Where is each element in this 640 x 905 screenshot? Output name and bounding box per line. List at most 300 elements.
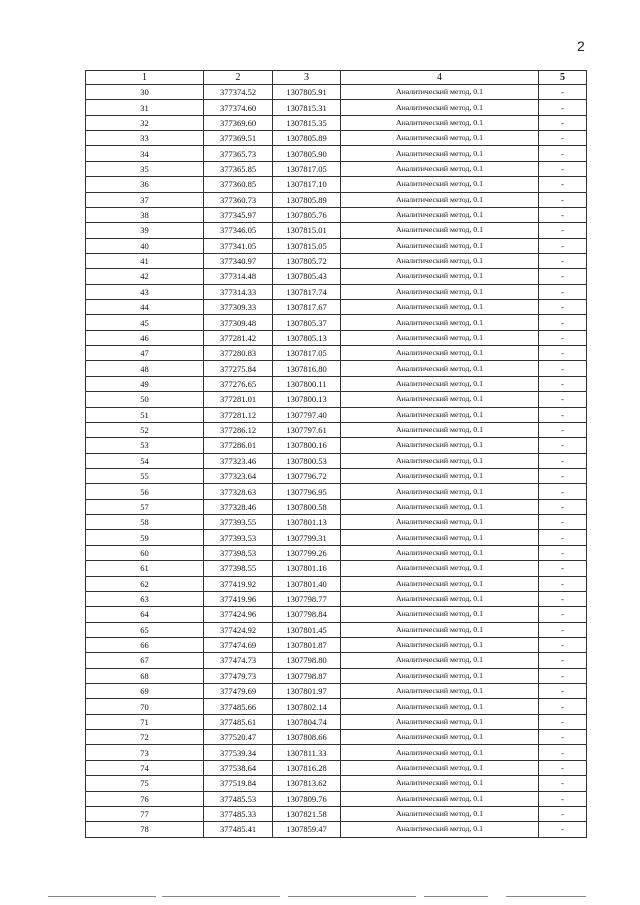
x-coordinate-cell: 377485.33 (204, 806, 273, 821)
table-row (86, 253, 587, 268)
table-row (86, 668, 587, 683)
description-cell: - (539, 530, 587, 545)
point-number-cell: 46 (86, 330, 204, 345)
footer-divider (288, 896, 416, 897)
table-row (86, 300, 587, 315)
y-coordinate-cell: 1307805.13 (273, 330, 341, 345)
method-cell: Аналитический метод, 0.1 (341, 284, 539, 299)
description-cell: - (539, 223, 587, 238)
description-cell: - (539, 545, 587, 560)
x-coordinate-cell: 377369.51 (204, 131, 273, 146)
point-number-cell: 67 (86, 653, 204, 668)
footer-divider (162, 896, 280, 897)
method-cell: Аналитический метод, 0.1 (341, 392, 539, 407)
x-coordinate-cell: 377374.60 (204, 100, 273, 115)
y-coordinate-cell: 1307797.40 (273, 407, 341, 422)
x-coordinate-cell: 377398.53 (204, 545, 273, 560)
method-cell: Аналитический метод, 0.1 (341, 714, 539, 729)
column-header-description: 5 (539, 71, 587, 85)
point-number-cell: 68 (86, 668, 204, 683)
method-cell: Аналитический метод, 0.1 (341, 223, 539, 238)
table-row (86, 806, 587, 821)
table-row (86, 499, 587, 514)
point-number-cell: 66 (86, 637, 204, 652)
y-coordinate-cell: 1307804.74 (273, 714, 341, 729)
x-coordinate-cell: 377309.48 (204, 315, 273, 330)
y-coordinate-cell: 1307859.47 (273, 822, 341, 837)
method-cell: Аналитический метод, 0.1 (341, 699, 539, 714)
x-coordinate-cell: 377328.46 (204, 499, 273, 514)
description-cell: - (539, 684, 587, 699)
point-number-cell: 32 (86, 115, 204, 130)
description-cell: - (539, 515, 587, 530)
point-number-cell: 75 (86, 776, 204, 791)
method-cell: Аналитический метод, 0.1 (341, 300, 539, 315)
method-cell: Аналитический метод, 0.1 (341, 684, 539, 699)
method-cell: Аналитический метод, 0.1 (341, 822, 539, 837)
description-cell: - (539, 284, 587, 299)
y-coordinate-cell: 1307805.90 (273, 146, 341, 161)
table-row (86, 791, 587, 806)
y-coordinate-cell: 1307817.67 (273, 300, 341, 315)
table-row (86, 346, 587, 361)
y-coordinate-cell: 1307799.31 (273, 530, 341, 545)
y-coordinate-cell: 1307801.45 (273, 622, 341, 637)
description-cell: - (539, 791, 587, 806)
description-cell: - (539, 192, 587, 207)
method-cell: Аналитический метод, 0.1 (341, 85, 539, 100)
y-coordinate-cell: 1307817.10 (273, 177, 341, 192)
x-coordinate-cell: 377479.73 (204, 668, 273, 683)
method-cell: Аналитический метод, 0.1 (341, 315, 539, 330)
table-row (86, 422, 587, 437)
y-coordinate-cell: 1307821.58 (273, 806, 341, 821)
x-coordinate-cell: 377346.05 (204, 223, 273, 238)
point-number-cell: 60 (86, 545, 204, 560)
y-coordinate-cell: 1307801.40 (273, 576, 341, 591)
point-number-cell: 65 (86, 622, 204, 637)
y-coordinate-cell: 1307809.76 (273, 791, 341, 806)
description-cell: - (539, 730, 587, 745)
x-coordinate-cell: 377281.12 (204, 407, 273, 422)
method-cell: Аналитический метод, 0.1 (341, 760, 539, 775)
description-cell: - (539, 346, 587, 361)
table-row (86, 714, 587, 729)
method-cell: Аналитический метод, 0.1 (341, 131, 539, 146)
method-cell: Аналитический метод, 0.1 (341, 100, 539, 115)
y-coordinate-cell: 1307817.74 (273, 284, 341, 299)
table-row (86, 161, 587, 176)
x-coordinate-cell: 377369.60 (204, 115, 273, 130)
description-cell: - (539, 422, 587, 437)
description-cell: - (539, 699, 587, 714)
y-coordinate-cell: 1307796.95 (273, 484, 341, 499)
y-coordinate-cell: 1307815.01 (273, 223, 341, 238)
table-row (86, 85, 587, 100)
coordinates-table (85, 70, 587, 838)
point-number-cell: 77 (86, 806, 204, 821)
footer-divider (48, 896, 156, 897)
description-cell: - (539, 85, 587, 100)
table-row (86, 468, 587, 483)
point-number-cell: 33 (86, 131, 204, 146)
description-cell: - (539, 561, 587, 576)
point-number-cell: 78 (86, 822, 204, 837)
method-cell: Аналитический метод, 0.1 (341, 622, 539, 637)
point-number-cell: 40 (86, 238, 204, 253)
x-coordinate-cell: 377374.52 (204, 85, 273, 100)
point-number-cell: 38 (86, 207, 204, 222)
table-row (86, 591, 587, 606)
point-number-cell: 57 (86, 499, 204, 514)
x-coordinate-cell: 377419.96 (204, 591, 273, 606)
y-coordinate-cell: 1307798.80 (273, 653, 341, 668)
y-coordinate-cell: 1307800.13 (273, 392, 341, 407)
table-row (86, 376, 587, 391)
y-coordinate-cell: 1307815.35 (273, 115, 341, 130)
x-coordinate-cell: 377314.33 (204, 284, 273, 299)
x-coordinate-cell: 377360.85 (204, 177, 273, 192)
point-number-cell: 58 (86, 515, 204, 530)
x-coordinate-cell: 377474.73 (204, 653, 273, 668)
description-cell: - (539, 269, 587, 284)
x-coordinate-cell: 377323.46 (204, 453, 273, 468)
method-cell: Аналитический метод, 0.1 (341, 515, 539, 530)
point-number-cell: 69 (86, 684, 204, 699)
description-cell: - (539, 177, 587, 192)
method-cell: Аналитический метод, 0.1 (341, 253, 539, 268)
description-cell: - (539, 745, 587, 760)
x-coordinate-cell: 377424.92 (204, 622, 273, 637)
method-cell: Аналитический метод, 0.1 (341, 561, 539, 576)
method-cell: Аналитический метод, 0.1 (341, 591, 539, 606)
table-row (86, 361, 587, 376)
point-number-cell: 45 (86, 315, 204, 330)
description-cell: - (539, 668, 587, 683)
table-row (86, 207, 587, 222)
description-cell: - (539, 392, 587, 407)
point-number-cell: 35 (86, 161, 204, 176)
table-row (86, 115, 587, 130)
x-coordinate-cell: 377365.85 (204, 161, 273, 176)
table-row (86, 730, 587, 745)
table-row (86, 637, 587, 652)
y-coordinate-cell: 1307805.37 (273, 315, 341, 330)
method-cell: Аналитический метод, 0.1 (341, 806, 539, 821)
point-number-cell: 49 (86, 376, 204, 391)
method-cell: Аналитический метод, 0.1 (341, 576, 539, 591)
description-cell: - (539, 637, 587, 652)
x-coordinate-cell: 377309.33 (204, 300, 273, 315)
footer-divider (506, 896, 586, 897)
point-number-cell: 63 (86, 591, 204, 606)
x-coordinate-cell: 377485.66 (204, 699, 273, 714)
method-cell: Аналитический метод, 0.1 (341, 376, 539, 391)
table-row (86, 760, 587, 775)
x-coordinate-cell: 377424.96 (204, 607, 273, 622)
method-cell: Аналитический метод, 0.1 (341, 730, 539, 745)
description-cell: - (539, 131, 587, 146)
method-cell: Аналитический метод, 0.1 (341, 776, 539, 791)
x-coordinate-cell: 377360.73 (204, 192, 273, 207)
method-cell: Аналитический метод, 0.1 (341, 453, 539, 468)
y-coordinate-cell: 1307801.16 (273, 561, 341, 576)
y-coordinate-cell: 1307808.66 (273, 730, 341, 745)
point-number-cell: 64 (86, 607, 204, 622)
point-number-cell: 62 (86, 576, 204, 591)
table-row (86, 622, 587, 637)
table-body (86, 85, 587, 838)
table-row (86, 561, 587, 576)
x-coordinate-cell: 377281.01 (204, 392, 273, 407)
point-number-cell: 41 (86, 253, 204, 268)
y-coordinate-cell: 1307796.72 (273, 468, 341, 483)
y-coordinate-cell: 1307800.58 (273, 499, 341, 514)
y-coordinate-cell: 1307817.05 (273, 346, 341, 361)
x-coordinate-cell: 377519.84 (204, 776, 273, 791)
point-number-cell: 55 (86, 468, 204, 483)
description-cell: - (539, 207, 587, 222)
point-number-cell: 61 (86, 561, 204, 576)
table-row (86, 545, 587, 560)
table-row (86, 284, 587, 299)
point-number-cell: 43 (86, 284, 204, 299)
x-coordinate-cell: 377520.47 (204, 730, 273, 745)
method-cell: Аналитический метод, 0.1 (341, 530, 539, 545)
x-coordinate-cell: 377275.84 (204, 361, 273, 376)
y-coordinate-cell: 1307805.43 (273, 269, 341, 284)
table-row (86, 745, 587, 760)
description-cell: - (539, 161, 587, 176)
table-row (86, 515, 587, 530)
point-number-cell: 51 (86, 407, 204, 422)
x-coordinate-cell: 377485.41 (204, 822, 273, 837)
description-cell: - (539, 776, 587, 791)
table-row (86, 822, 587, 837)
column-header-method: 4 (341, 71, 539, 85)
table-row (86, 484, 587, 499)
description-cell: - (539, 238, 587, 253)
point-number-cell: 36 (86, 177, 204, 192)
table-row (86, 238, 587, 253)
x-coordinate-cell: 377485.61 (204, 714, 273, 729)
point-number-cell: 31 (86, 100, 204, 115)
method-cell: Аналитический метод, 0.1 (341, 545, 539, 560)
table-row (86, 131, 587, 146)
method-cell: Аналитический метод, 0.1 (341, 177, 539, 192)
point-number-cell: 72 (86, 730, 204, 745)
table-row (86, 407, 587, 422)
x-coordinate-cell: 377276.65 (204, 376, 273, 391)
x-coordinate-cell: 377314.48 (204, 269, 273, 284)
description-cell: - (539, 438, 587, 453)
y-coordinate-cell: 1307798.84 (273, 607, 341, 622)
description-cell: - (539, 484, 587, 499)
table-row (86, 177, 587, 192)
description-cell: - (539, 591, 587, 606)
point-number-cell: 76 (86, 791, 204, 806)
table-row (86, 146, 587, 161)
x-coordinate-cell: 377328.63 (204, 484, 273, 499)
point-number-cell: 44 (86, 300, 204, 315)
y-coordinate-cell: 1307797.61 (273, 422, 341, 437)
y-coordinate-cell: 1307800.53 (273, 453, 341, 468)
x-coordinate-cell: 377323.64 (204, 468, 273, 483)
method-cell: Аналитический метод, 0.1 (341, 468, 539, 483)
point-number-cell: 48 (86, 361, 204, 376)
point-number-cell: 52 (86, 422, 204, 437)
column-header-point: 1 (86, 71, 204, 85)
x-coordinate-cell: 377286.12 (204, 422, 273, 437)
description-cell: - (539, 330, 587, 345)
description-cell: - (539, 622, 587, 637)
method-cell: Аналитический метод, 0.1 (341, 115, 539, 130)
method-cell: Аналитический метод, 0.1 (341, 668, 539, 683)
y-coordinate-cell: 1307801.87 (273, 637, 341, 652)
y-coordinate-cell: 1307811.33 (273, 745, 341, 760)
method-cell: Аналитический метод, 0.1 (341, 361, 539, 376)
y-coordinate-cell: 1307813.62 (273, 776, 341, 791)
method-cell: Аналитический метод, 0.1 (341, 207, 539, 222)
method-cell: Аналитический метод, 0.1 (341, 407, 539, 422)
description-cell: - (539, 115, 587, 130)
description-cell: - (539, 300, 587, 315)
method-cell: Аналитический метод, 0.1 (341, 238, 539, 253)
method-cell: Аналитический метод, 0.1 (341, 330, 539, 345)
y-coordinate-cell: 1307815.05 (273, 238, 341, 253)
x-coordinate-cell: 377538.64 (204, 760, 273, 775)
y-coordinate-cell: 1307805.72 (273, 253, 341, 268)
y-coordinate-cell: 1307816.28 (273, 760, 341, 775)
point-number-cell: 71 (86, 714, 204, 729)
y-coordinate-cell: 1307802.14 (273, 699, 341, 714)
method-cell: Аналитический метод, 0.1 (341, 484, 539, 499)
column-header-y: 3 (273, 71, 341, 85)
x-coordinate-cell: 377485.53 (204, 791, 273, 806)
footer-divider (424, 896, 488, 897)
point-number-cell: 56 (86, 484, 204, 499)
method-cell: Аналитический метод, 0.1 (341, 161, 539, 176)
x-coordinate-cell: 377479.69 (204, 684, 273, 699)
point-number-cell: 74 (86, 760, 204, 775)
description-cell: - (539, 253, 587, 268)
y-coordinate-cell: 1307800.11 (273, 376, 341, 391)
page-number: 2 (577, 38, 585, 54)
x-coordinate-cell: 377398.55 (204, 561, 273, 576)
point-number-cell: 59 (86, 530, 204, 545)
table-row (86, 269, 587, 284)
description-cell: - (539, 100, 587, 115)
point-number-cell: 30 (86, 85, 204, 100)
point-number-cell: 34 (86, 146, 204, 161)
y-coordinate-cell: 1307805.91 (273, 85, 341, 100)
description-cell: - (539, 714, 587, 729)
y-coordinate-cell: 1307816.80 (273, 361, 341, 376)
x-coordinate-cell: 377393.55 (204, 515, 273, 530)
x-coordinate-cell: 377345.97 (204, 207, 273, 222)
description-cell: - (539, 453, 587, 468)
description-cell: - (539, 407, 587, 422)
method-cell: Аналитический метод, 0.1 (341, 438, 539, 453)
point-number-cell: 53 (86, 438, 204, 453)
description-cell: - (539, 315, 587, 330)
description-cell: - (539, 361, 587, 376)
description-cell: - (539, 499, 587, 514)
table-header-row (86, 71, 587, 85)
point-number-cell: 54 (86, 453, 204, 468)
y-coordinate-cell: 1307805.89 (273, 131, 341, 146)
point-number-cell: 47 (86, 346, 204, 361)
method-cell: Аналитический метод, 0.1 (341, 269, 539, 284)
column-header-x: 2 (204, 71, 273, 85)
description-cell: - (539, 468, 587, 483)
table-row (86, 653, 587, 668)
table-row (86, 576, 587, 591)
y-coordinate-cell: 1307800.16 (273, 438, 341, 453)
method-cell: Аналитический метод, 0.1 (341, 422, 539, 437)
description-cell: - (539, 760, 587, 775)
description-cell: - (539, 376, 587, 391)
point-number-cell: 70 (86, 699, 204, 714)
table-row (86, 192, 587, 207)
description-cell: - (539, 607, 587, 622)
method-cell: Аналитический метод, 0.1 (341, 653, 539, 668)
table-row (86, 699, 587, 714)
y-coordinate-cell: 1307801.13 (273, 515, 341, 530)
y-coordinate-cell: 1307805.89 (273, 192, 341, 207)
x-coordinate-cell: 377419.92 (204, 576, 273, 591)
x-coordinate-cell: 377393.53 (204, 530, 273, 545)
table-row (86, 684, 587, 699)
table-row (86, 315, 587, 330)
y-coordinate-cell: 1307815.31 (273, 100, 341, 115)
y-coordinate-cell: 1307799.26 (273, 545, 341, 560)
table-row (86, 776, 587, 791)
method-cell: Аналитический метод, 0.1 (341, 346, 539, 361)
method-cell: Аналитический метод, 0.1 (341, 791, 539, 806)
table-row (86, 100, 587, 115)
x-coordinate-cell: 377281.42 (204, 330, 273, 345)
y-coordinate-cell: 1307798.87 (273, 668, 341, 683)
point-number-cell: 39 (86, 223, 204, 238)
point-number-cell: 50 (86, 392, 204, 407)
method-cell: Аналитический метод, 0.1 (341, 499, 539, 514)
y-coordinate-cell: 1307801.97 (273, 684, 341, 699)
method-cell: Аналитический метод, 0.1 (341, 192, 539, 207)
x-coordinate-cell: 377341.05 (204, 238, 273, 253)
table-row (86, 453, 587, 468)
y-coordinate-cell: 1307798.77 (273, 591, 341, 606)
table-row (86, 223, 587, 238)
table-row (86, 392, 587, 407)
description-cell: - (539, 576, 587, 591)
y-coordinate-cell: 1307805.76 (273, 207, 341, 222)
x-coordinate-cell: 377340.97 (204, 253, 273, 268)
method-cell: Аналитический метод, 0.1 (341, 637, 539, 652)
x-coordinate-cell: 377539.34 (204, 745, 273, 760)
y-coordinate-cell: 1307817.05 (273, 161, 341, 176)
method-cell: Аналитический метод, 0.1 (341, 607, 539, 622)
table-row (86, 607, 587, 622)
table-row (86, 530, 587, 545)
x-coordinate-cell: 377280.83 (204, 346, 273, 361)
method-cell: Аналитический метод, 0.1 (341, 745, 539, 760)
description-cell: - (539, 822, 587, 837)
description-cell: - (539, 146, 587, 161)
table-row (86, 330, 587, 345)
x-coordinate-cell: 377286.01 (204, 438, 273, 453)
description-cell: - (539, 653, 587, 668)
